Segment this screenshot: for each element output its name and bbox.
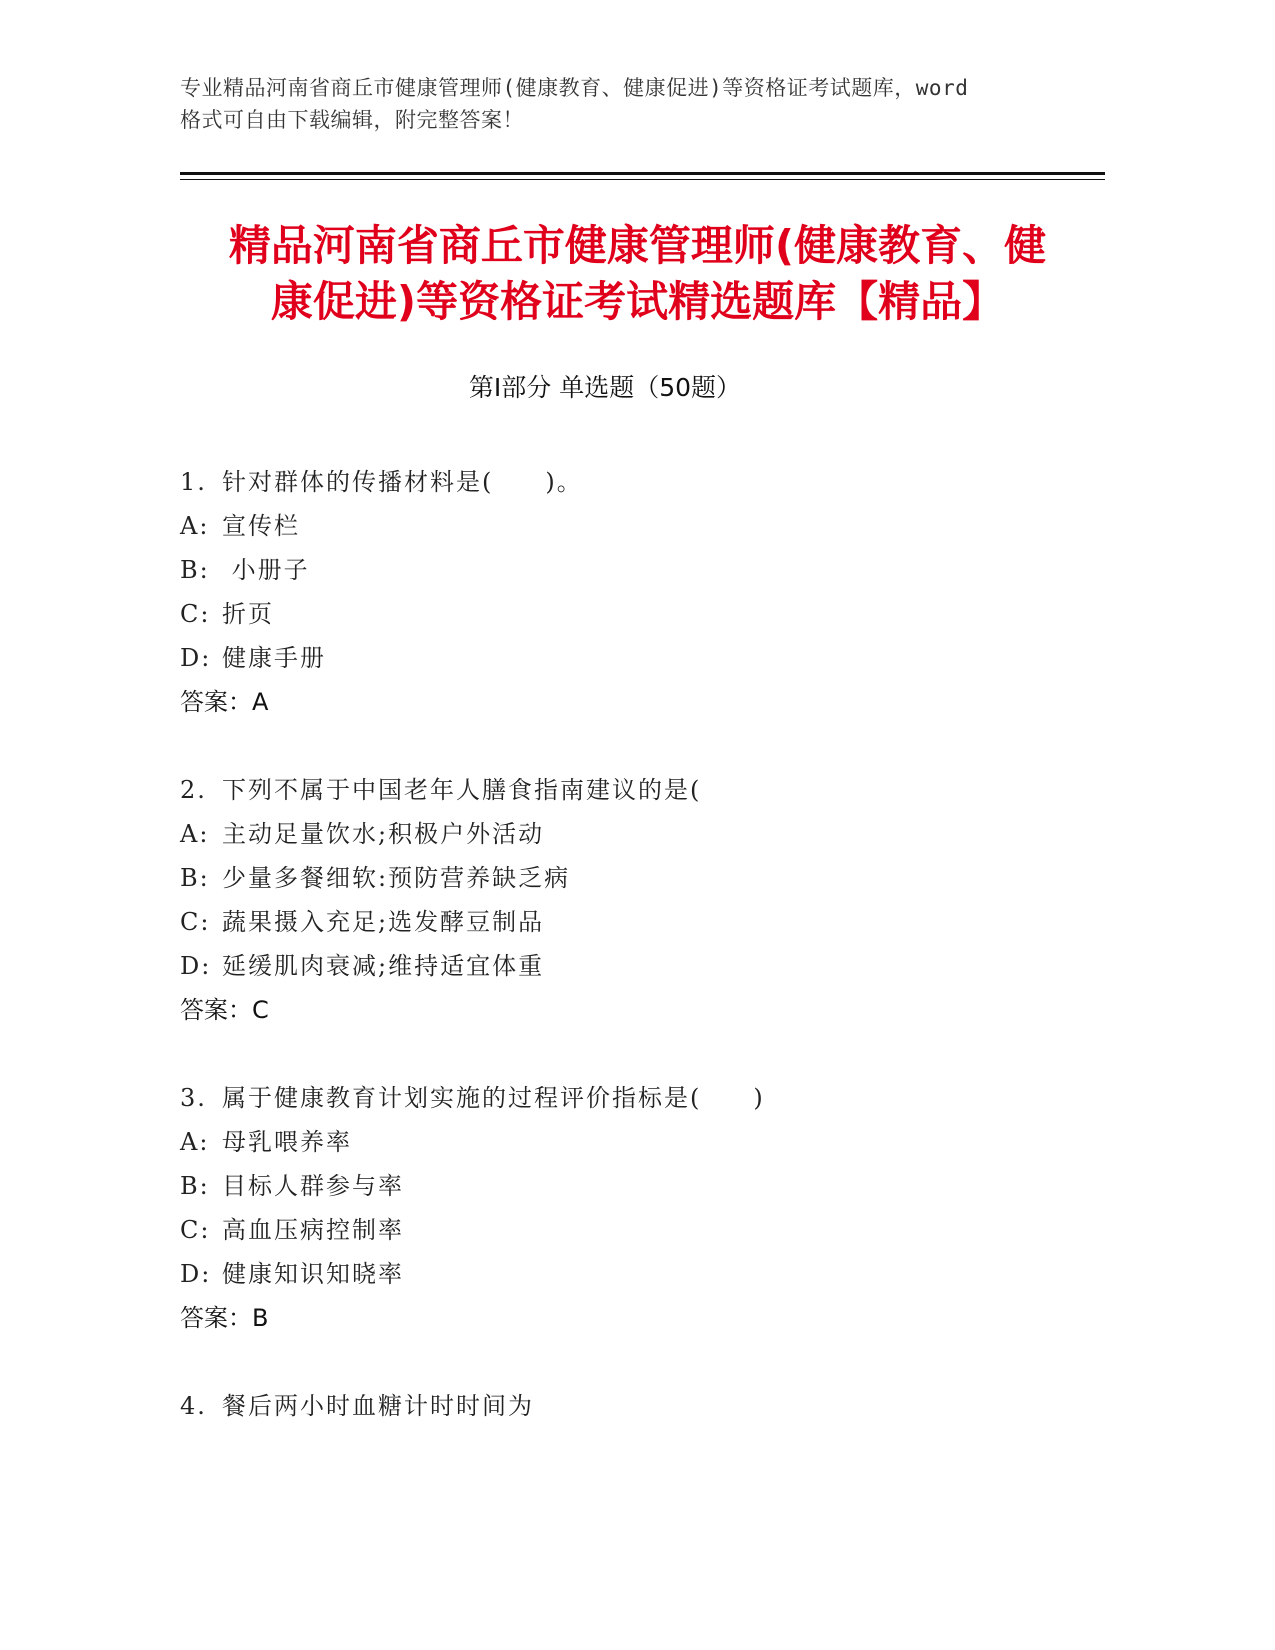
option-text: 小册子 (222, 556, 310, 584)
question-stem (180, 1076, 1105, 1120)
option-a (180, 504, 1105, 548)
option-key: A: (180, 820, 210, 848)
question-number: 3. (180, 1084, 207, 1112)
option-c (180, 900, 1105, 944)
option-text: 折页 (222, 600, 274, 628)
option-a (180, 1120, 1105, 1164)
option-c (180, 592, 1105, 636)
question-list (180, 460, 1105, 1472)
option-d (180, 1252, 1105, 1296)
header-note-line: 格式可自由下载编辑，附完整答案！ (180, 108, 524, 132)
option-b (180, 1164, 1105, 1208)
option-key: B: (180, 556, 210, 584)
header-note (180, 72, 1080, 136)
option-c (180, 1208, 1105, 1252)
question-item (180, 460, 1105, 724)
document-title (170, 218, 1105, 330)
answer-line: 答案：C (180, 996, 269, 1024)
option-text: 目标人群参与率 (222, 1172, 404, 1200)
question-item (180, 1384, 1105, 1428)
document-title-line: 精品河南省商丘市健康管理师(健康教育、健 (228, 221, 1047, 270)
option-key: C: (180, 600, 211, 628)
option-d (180, 636, 1105, 680)
section-title: 第Ⅰ部分 单选题（50题） (468, 373, 742, 402)
option-key: C: (180, 1216, 211, 1244)
question-text: 餐后两小时血糖计时时间为 (222, 1392, 534, 1420)
header-divider-thin (180, 179, 1105, 180)
question-number: 4. (180, 1392, 207, 1420)
header-divider-thick (180, 172, 1105, 175)
question-number: 1. (180, 468, 207, 496)
option-text: 宣传栏 (222, 512, 300, 540)
option-b (180, 856, 1105, 900)
option-key: D: (180, 644, 212, 672)
answer-line: 答案：B (180, 1304, 269, 1332)
question-number: 2. (180, 776, 207, 804)
question-stem (180, 460, 1105, 504)
answer-line: 答案：A (180, 688, 269, 716)
question-text: 针对群体的传播材料是( )。 (222, 468, 583, 496)
option-text: 健康手册 (222, 644, 326, 672)
option-d (180, 944, 1105, 988)
option-b (180, 548, 1105, 592)
option-text: 主动足量饮水;积极户外活动 (222, 820, 545, 848)
question-item (180, 768, 1105, 1032)
document-title-line: 康促进)等资格证考试精选题库【精品】 (270, 277, 1005, 326)
question-text: 属于健康教育计划实施的过程评价指标是( ) (222, 1084, 765, 1112)
option-key: B: (180, 1172, 210, 1200)
question-text: 下列不属于中国老年人膳食指南建议的是( (222, 776, 702, 804)
option-text: 少量多餐细软:预防营养缺乏病 (222, 864, 571, 892)
option-text: 健康知识知晓率 (222, 1260, 404, 1288)
option-key: D: (180, 952, 212, 980)
option-a (180, 812, 1105, 856)
option-text: 母乳喂养率 (222, 1128, 352, 1156)
header-note-line: 专业精品河南省商丘市健康管理师(健康教育、健康促进)等资格证考试题库，word (180, 76, 969, 100)
question-stem (180, 1384, 1105, 1428)
option-key: A: (180, 1128, 210, 1156)
option-key: C: (180, 908, 211, 936)
option-text: 延缓肌肉衰减;维持适宜体重 (222, 952, 545, 980)
question-item (180, 1076, 1105, 1340)
option-text: 蔬果摄入充足;选发酵豆制品 (222, 908, 545, 936)
option-key: A: (180, 512, 210, 540)
option-key: D: (180, 1260, 212, 1288)
question-stem (180, 768, 1105, 812)
option-text: 高血压病控制率 (222, 1216, 404, 1244)
option-key: B: (180, 864, 210, 892)
